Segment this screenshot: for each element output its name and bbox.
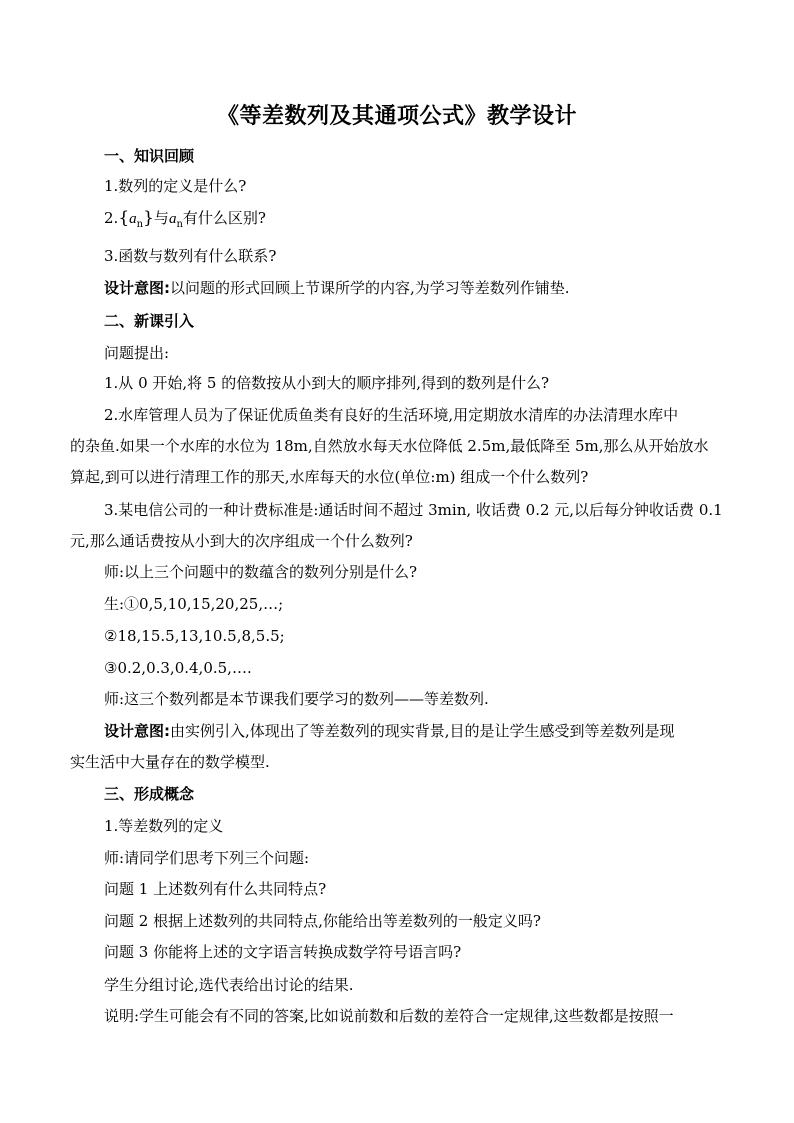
teacher-question: 师:以上三个问题中的数蕴含的数列分别是什么? (104, 563, 418, 581)
design-intent-1 (104, 278, 724, 298)
concept-question-2: 问题 2 根据上述数列的共同特点,你能给出等差数列的一般定义吗? (104, 912, 541, 930)
document-title: 《等差数列及其通项公式》教学设计 (216, 104, 577, 129)
review-question-1: 1.数列的定义是什么? (104, 177, 247, 195)
problem-1: 1.从 0 开始,将 5 的倍数按从小到大的顺序排列,得到的数列是什么? (104, 374, 550, 392)
brace-open: { (118, 208, 130, 228)
problem-2-line-2: 的杂鱼.如果一个水库的水位为 18m,自然放水每天水位降低 2.5m,最低降至 5m,那么从开始放水 (70, 437, 709, 455)
review-question-2 (104, 208, 724, 235)
group-discussion: 学生分组讨论,选代表给出讨论的结果. (104, 976, 354, 994)
subscript-n: n (136, 219, 144, 230)
q2-connector: 与 (153, 209, 169, 227)
teacher-prompt: 师:请同学们思考下列三个问题: (104, 849, 310, 867)
problem-intro: 问题提出: (104, 344, 170, 362)
concept-question-3: 问题 3 你能将上述的文字语言转换成数学符号语言吗? (104, 943, 462, 961)
design-intent-text: 由实例引入,体现出了等差数列的现实背景,目的是让学生感受到等差数列是现 (170, 722, 675, 740)
explanation-note: 说明:学生可能会有不同的答案,比如说前数和后数的差符合一定规律,这些数都是按照一 (104, 1007, 674, 1025)
section-heading-intro: 二、新课引入 (104, 312, 195, 330)
sequence-3: ③0.2,0.3,0.4,0.5,…. (104, 659, 252, 677)
problem-2-line-3: 算起,到可以进行清理工作的那天,水库每天的水位(单位:m) 组成一个什么数列? (70, 468, 589, 486)
review-question-3: 3.函数与数列有什么联系? (104, 247, 277, 265)
design-intent-2-line-2: 实生活中大量存在的数学模型. (70, 753, 270, 771)
problem-2-line-1: 2.水库管理人员为了保证优质鱼类有良好的生活环境,用定期放水清库的办法清理水库中 (104, 406, 679, 424)
design-intent-text: 以问题的形式回顾上节课所学的内容,为学习等差数列作铺垫. (170, 279, 570, 297)
section-heading-concept: 三、形成概念 (104, 785, 195, 803)
q2-prefix: 2. (104, 209, 119, 227)
sequence-symbol-a: a (129, 211, 137, 227)
q2-suffix: 有什么区别? (182, 209, 266, 227)
brace-close: } (143, 208, 154, 228)
sequence-2: ②18,15.5,13,10.5,8,5.5; (104, 627, 285, 645)
problem-3-line-1: 3.某电信公司的一种计费标准是:通话时间不超过 3min, 收话费 0.2 元,以后每分钟收话费 0.1 (104, 501, 723, 519)
concept-question-1: 问题 1 上述数列有什么共同特点? (104, 880, 327, 898)
term-symbol-a: a (168, 211, 177, 227)
subscript-n-2: n (176, 219, 183, 230)
design-intent-label: 设计意图: (104, 279, 170, 297)
teacher-summary: 师:这三个数列都是本节课我们要学习的数列——等差数列. (104, 690, 489, 708)
student-answer: 生:①0,5,10,15,20,25,…; (104, 595, 284, 613)
design-intent-label: 设计意图: (104, 722, 170, 740)
problem-3-line-2: 元,那么通话费按从小到大的次序组成一个什么数列? (70, 532, 413, 550)
design-intent-2 (104, 721, 724, 741)
section-heading-review: 一、知识回顾 (104, 147, 195, 165)
subsection-definition: 1.等差数列的定义 (104, 817, 224, 835)
